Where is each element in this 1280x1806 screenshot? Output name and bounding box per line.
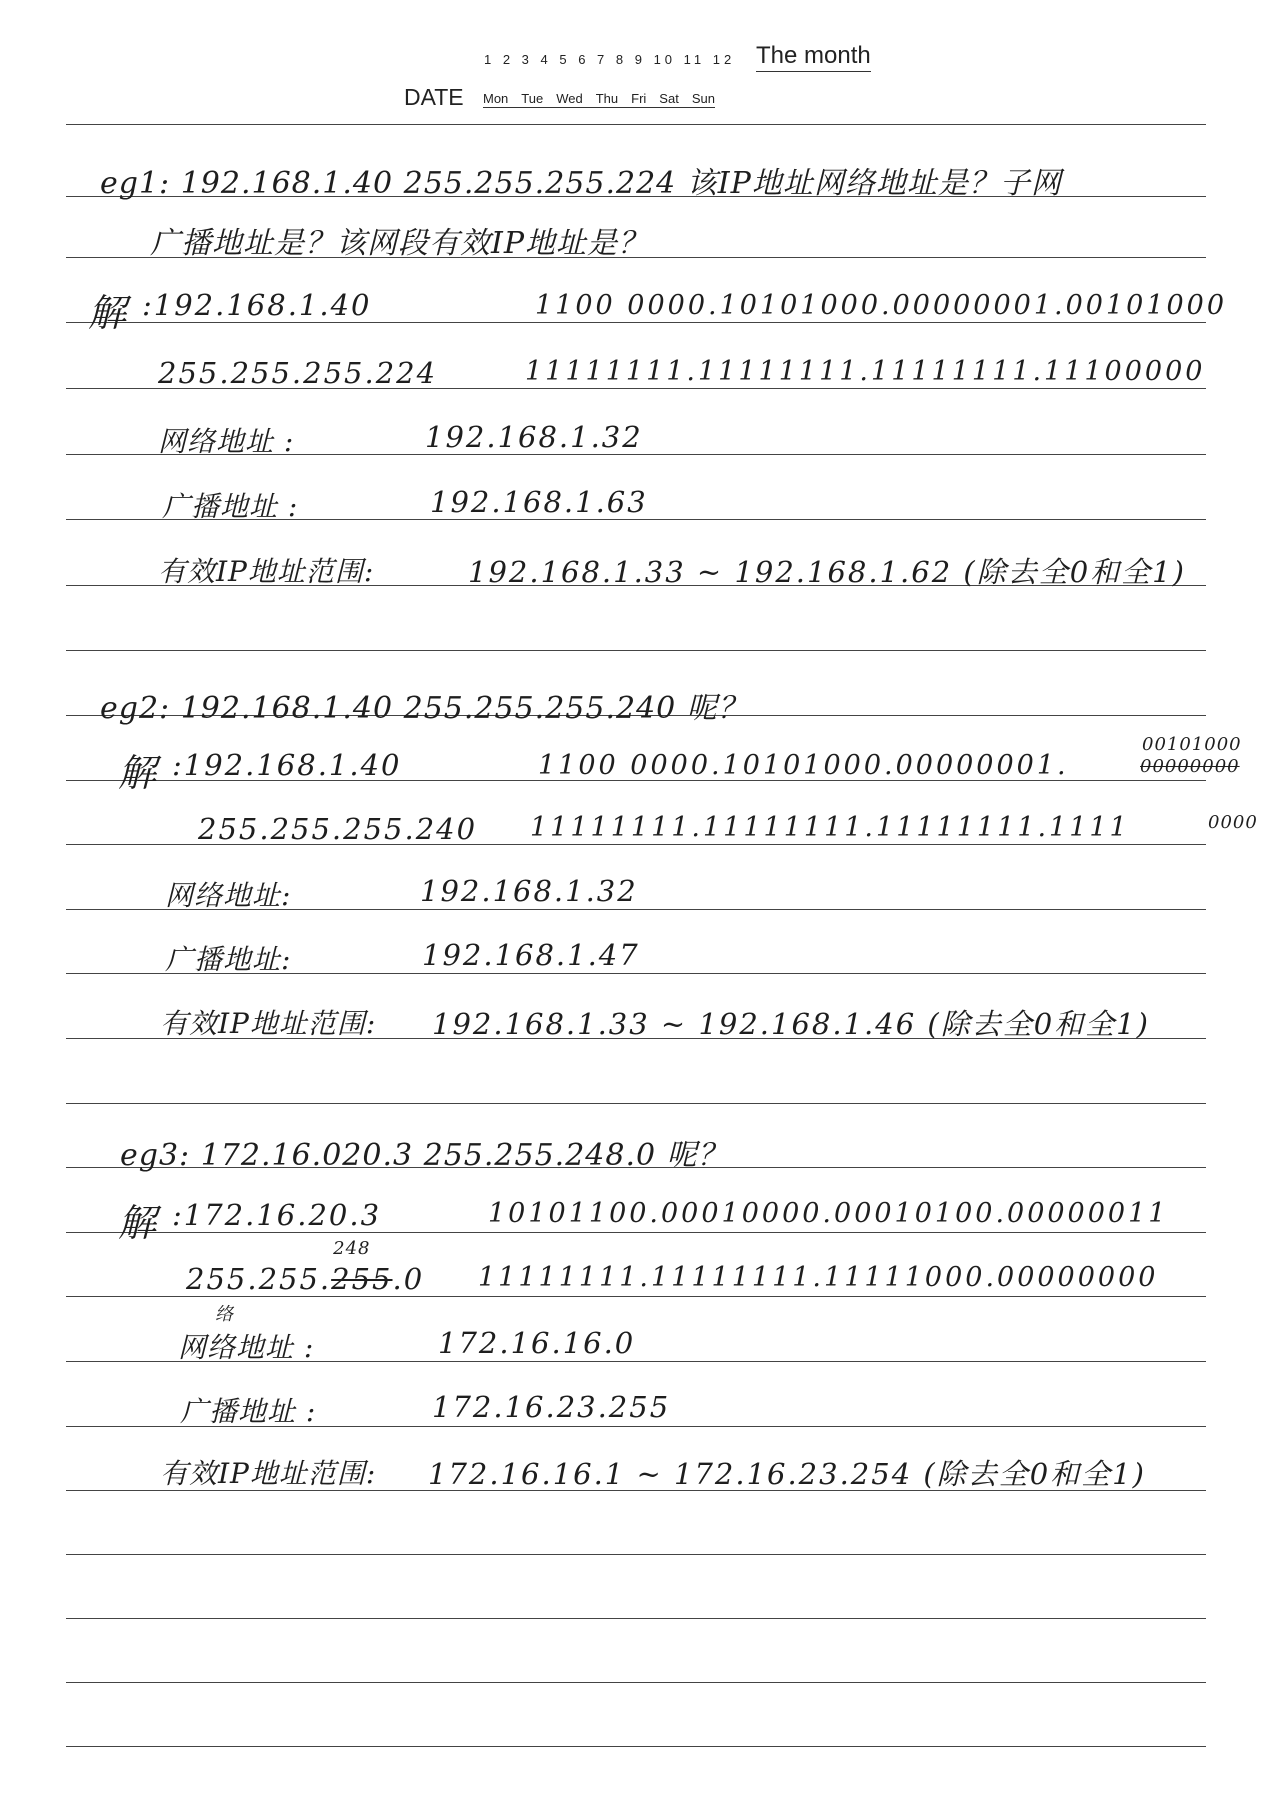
eg2-solution-mark: 解 [118, 751, 157, 795]
eg2-broadcast-label: 广播地址: [165, 943, 292, 976]
eg1-mask-binary: 11111111.11111111.11111111.11100000 [525, 356, 1206, 387]
eg2-network-value: 192.168.1.32 [420, 874, 638, 908]
eg2-broadcast-value: 192.168.1.47 [422, 938, 640, 972]
rule-line [66, 1232, 1206, 1233]
eg1-ip-binary: 1100 0000.10101000.00000001.00101000 [535, 290, 1228, 321]
eg1-question-line1: eg1: 192.168.1.40 255.255.255.224 该IP地址网络地址是？子网 [100, 166, 1062, 201]
rule-line [66, 1618, 1206, 1619]
eg3-mask-binary: 11111111.11111111.11111000.00000000 [478, 1262, 1159, 1293]
weekday-row [483, 91, 715, 108]
rule-line [66, 1554, 1206, 1555]
weekday-thu: Thu [595, 91, 619, 106]
eg2-range-label: 有效IP地址范围: [160, 1007, 377, 1040]
eg1-broadcast-value: 192.168.1.63 [430, 485, 648, 519]
eg3-ip-binary: 10101100.00010000.00010100.00000011 [488, 1198, 1169, 1229]
eg1-network-label: 网络地址 : [158, 425, 295, 458]
eg2-question-line1: eg2: 192.168.1.40 255.255.255.240 呢？ [100, 691, 749, 726]
eg1-question-line2: 广播地址是？该网段有效IP地址是？ [150, 226, 650, 261]
eg2-range-value: 192.168.1.33 ~ 192.168.1.46 (除去全0和全1) [432, 1007, 1150, 1041]
eg2-ip: :192.168.1.40 [172, 748, 402, 782]
rule-line [66, 1103, 1206, 1104]
eg2-mask: 255.255.255.240 [198, 812, 478, 846]
eg3-mask-correction: 248 [333, 1238, 371, 1259]
eg3-network-correction: 络 [215, 1304, 234, 1325]
eg3-solution-mark: 解 [118, 1201, 157, 1245]
eg3-mask [186, 1238, 425, 1296]
eg1-range-label: 有效IP地址范围: [158, 555, 375, 588]
eg1-ip: :192.168.1.40 [142, 288, 372, 322]
weekday-tue: Tue [521, 91, 544, 106]
eg3-mask-suffix: .0 [392, 1262, 425, 1296]
weekday-sat: Sat [659, 91, 679, 106]
rule-line [66, 1682, 1206, 1683]
eg2-ip-binary: 1100 0000.10101000.00000001. [538, 750, 1069, 781]
eg3-ip: :172.16.20.3 [172, 1198, 382, 1232]
eg3-network-value: 172.16.16.0 [438, 1326, 636, 1360]
eg3-broadcast-value: 172.16.23.255 [432, 1390, 671, 1424]
eg1-mask: 255.255.255.224 [158, 356, 438, 390]
eg2-mask-binary-tail: 0000 [1208, 812, 1258, 833]
rule-line [66, 1746, 1206, 1747]
eg3-question-line1: eg3: 172.16.020.3 255.255.248.0 呢？ [120, 1138, 729, 1173]
eg3-range-label: 有效IP地址范围: [160, 1457, 377, 1490]
weekday-fri: Fri [631, 91, 647, 106]
eg2-ip-binary-struck: 00000000 [1140, 756, 1240, 777]
eg2-mask-binary: 11111111.11111111.11111111.1111 [530, 812, 1130, 843]
eg1-network-value: 192.168.1.32 [425, 420, 643, 454]
weekday-wed: Wed [556, 91, 583, 106]
rule-line [66, 124, 1206, 125]
eg3-range-value: 172.16.16.1 ~ 172.16.23.254 (除去全0和全1) [428, 1457, 1146, 1491]
eg1-range-value: 192.168.1.33 ~ 192.168.1.62 (除去全0和全1) [468, 555, 1186, 589]
eg2-ip-binary-correction: 00101000 [1142, 734, 1242, 755]
eg3-broadcast-label: 广播地址 : [180, 1395, 317, 1428]
rule-line [66, 1296, 1206, 1297]
eg1-broadcast-label: 广播地址 : [162, 490, 299, 523]
eg3-network-label: 网络地址 : [178, 1331, 315, 1364]
eg1-solution-mark: 解 [88, 291, 127, 335]
eg3-mask-struck: 255 [331, 1262, 393, 1296]
rule-line [66, 650, 1206, 651]
weekday-mon: Mon [483, 91, 509, 106]
weekday-sun: Sun [691, 91, 715, 106]
eg3-mask-prefix: 255.255. [186, 1262, 332, 1296]
rule-line [66, 322, 1206, 323]
eg2-network-label: 网络地址: [165, 879, 292, 912]
date-label: DATE [404, 84, 464, 110]
month-numbers: 1 2 3 4 5 6 7 8 9 10 11 12 [484, 52, 736, 67]
month-label: The month [756, 42, 871, 72]
